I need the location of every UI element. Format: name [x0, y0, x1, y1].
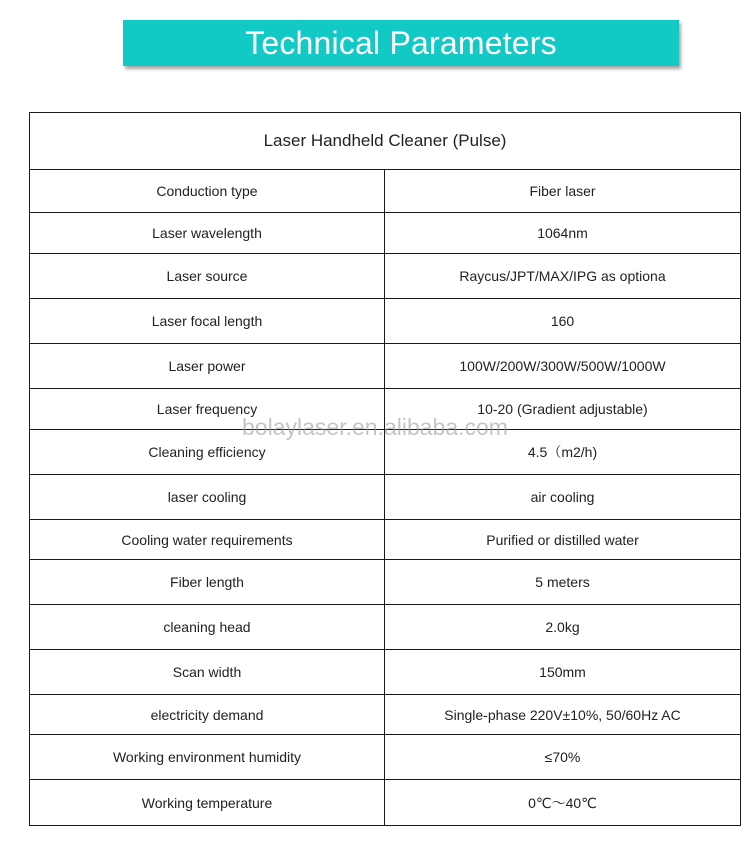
row-value: Single-phase 220V±10%, 50/60Hz AC: [385, 695, 741, 735]
row-value: air cooling: [385, 475, 741, 520]
table-row: [30, 780, 741, 826]
table-heading: Laser Handheld Cleaner (Pulse): [30, 113, 741, 170]
title-banner: [123, 20, 679, 66]
row-value: ≤70%: [385, 735, 741, 780]
row-label: Laser frequency: [30, 389, 385, 430]
row-value: 1064nm: [385, 213, 741, 254]
table-row: [30, 560, 741, 605]
row-label: Working environment humidity: [30, 735, 385, 780]
row-label: Laser power: [30, 344, 385, 389]
row-value: 160: [385, 299, 741, 344]
row-label: Fiber length: [30, 560, 385, 605]
table-heading-row: [30, 113, 741, 170]
row-value: 5 meters: [385, 560, 741, 605]
row-value: Purified or distilled water: [385, 520, 741, 560]
row-label: Laser source: [30, 254, 385, 299]
row-label: Cooling water requirements: [30, 520, 385, 560]
row-label: electricity demand: [30, 695, 385, 735]
table-row: [30, 213, 741, 254]
parameters-table: [29, 112, 741, 826]
row-label: Conduction type: [30, 170, 385, 213]
table-row: [30, 475, 741, 520]
row-label: Working temperature: [30, 780, 385, 826]
row-value: 2.0kg: [385, 605, 741, 650]
table-row: [30, 170, 741, 213]
row-value: Raycus/JPT/MAX/IPG as optiona: [385, 254, 741, 299]
table-row: [30, 695, 741, 735]
table-row: [30, 344, 741, 389]
row-label: laser cooling: [30, 475, 385, 520]
row-value: 100W/200W/300W/500W/1000W: [385, 344, 741, 389]
table-row: [30, 520, 741, 560]
table-row: [30, 605, 741, 650]
table-row: [30, 735, 741, 780]
table-row: [30, 299, 741, 344]
watermark: bolaylaser.en.alibaba.com: [242, 414, 508, 440]
row-label: Cleaning efficiency: [30, 430, 385, 475]
table-row: [30, 650, 741, 695]
row-label: Laser focal length: [30, 299, 385, 344]
row-value: 150mm: [385, 650, 741, 695]
row-value: 10-20 (Gradient adjustable): [385, 389, 741, 430]
table-row: [30, 389, 741, 430]
row-label: cleaning head: [30, 605, 385, 650]
table-row: [30, 254, 741, 299]
row-value: Fiber laser: [385, 170, 741, 213]
row-label: Laser wavelength: [30, 213, 385, 254]
page-title: Technical Parameters: [245, 24, 557, 61]
row-label: Scan width: [30, 650, 385, 695]
row-value: 0℃～40℃: [385, 780, 741, 826]
row-value: 4.5（m2/h): [385, 430, 741, 475]
table-row: [30, 430, 741, 475]
